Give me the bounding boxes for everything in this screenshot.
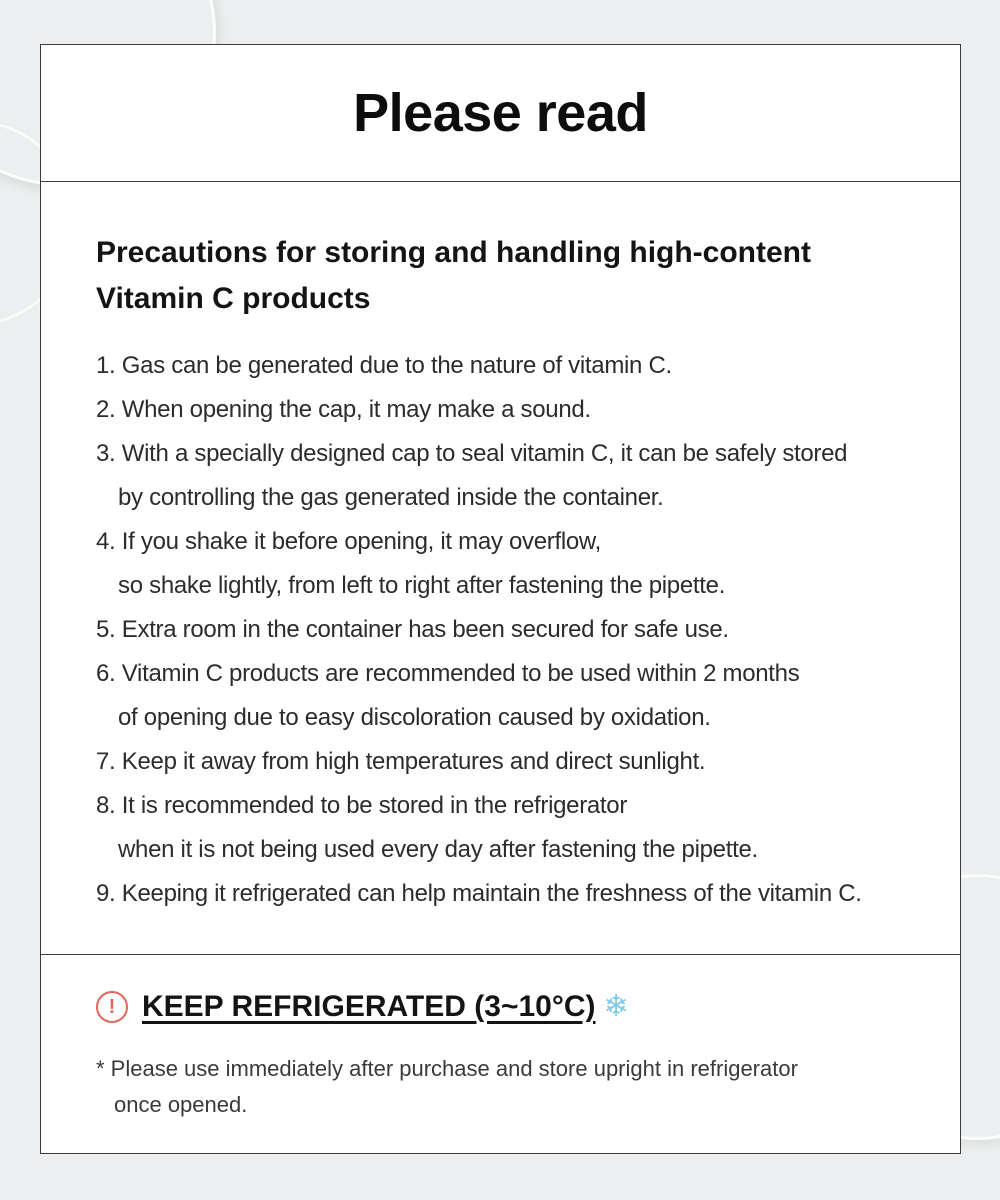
refrigeration-section [41, 955, 960, 1123]
list-item-text: 2. When opening the cap, it may make a sound. [96, 396, 591, 423]
exclamation-circle-icon: ! [96, 991, 128, 1023]
precautions-list [96, 344, 920, 916]
storage-note-continuation: once opened. [114, 1092, 248, 1117]
list-item [96, 740, 920, 784]
storage-note-text: * Please use immediately after purchase and store upright in refrigerator [96, 1056, 798, 1081]
list-item-continuation: so shake lightly, from left to right after fastening the pipette. [118, 572, 726, 599]
list-item [96, 784, 920, 872]
list-item-text: 6. Vitamin C products are recommended to be used within 2 months [96, 660, 800, 687]
list-item-text: 5. Extra room in the container has been secured for safe use. [96, 616, 729, 643]
warning-title: KEEP REFRIGERATED (3~10°C) [142, 990, 596, 1023]
list-item-continuation: when it is not being used every day after fastening the pipette. [118, 836, 758, 863]
warning-row [96, 987, 920, 1027]
list-item [96, 652, 920, 740]
list-item [96, 872, 920, 916]
list-item [96, 388, 920, 432]
list-item-text: 3. With a specially designed cap to seal vitamin C, it can be safely stored [96, 440, 848, 467]
list-item [96, 608, 920, 652]
list-item-text: 9. Keeping it refrigerated can help maintain the freshness of the vitamin C. [96, 880, 862, 907]
precautions-section [41, 182, 960, 955]
list-item-text: 4. If you shake it before opening, it may overflow, [96, 528, 601, 555]
list-item-text: 1. Gas can be generated due to the nature of vitamin C. [96, 352, 672, 379]
snowflake-icon: ❄ [603, 990, 629, 1023]
card-header [41, 45, 960, 182]
notice-card [40, 44, 961, 1154]
storage-note [96, 1051, 920, 1123]
list-item-text: 7. Keep it away from high temperatures and direct sunlight. [96, 748, 706, 775]
list-item [96, 344, 920, 388]
list-item [96, 520, 920, 608]
page-title: Please read [353, 83, 648, 143]
list-item-continuation: by controlling the gas generated inside the container. [118, 484, 664, 511]
precautions-heading: Precautions for storing and handling high-content Vitamin C products [96, 236, 811, 315]
list-item [96, 432, 920, 520]
list-item-text: 8. It is recommended to be stored in the refrigerator [96, 792, 628, 819]
list-item-continuation: of opening due to easy discoloration caused by oxidation. [118, 704, 711, 731]
